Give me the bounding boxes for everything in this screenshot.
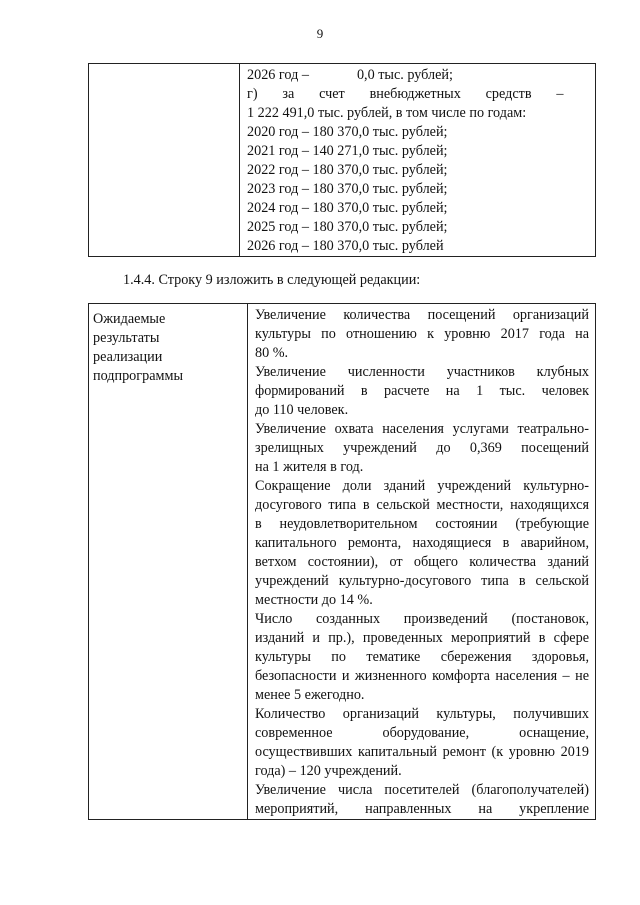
label-line: результаты bbox=[93, 330, 160, 346]
result-line: изданий и пр.), проведенных мероприятий в сфере bbox=[255, 630, 589, 646]
funding-line-year: 2026 год – bbox=[247, 67, 309, 83]
funding-table-left-cell bbox=[89, 64, 240, 257]
funding-line: 2020 год – 180 370,0 тыс. рублей; bbox=[247, 124, 448, 140]
result-line: Увеличение численности участников клубных bbox=[255, 364, 589, 380]
result-line: Количество организаций культуры, получивших bbox=[255, 706, 589, 722]
result-line: местности до 14 %. bbox=[255, 592, 373, 608]
funding-line: 2021 год – 140 271,0 тыс. рублей; bbox=[247, 143, 448, 159]
result-line: ветхом состоянии), от общего количества зданий bbox=[255, 554, 589, 570]
amendment-instruction: 1.4.4. Строку 9 изложить в следующей редакции: bbox=[123, 272, 421, 288]
result-line: до 110 человек. bbox=[255, 402, 349, 418]
funding-line bbox=[247, 66, 589, 85]
result-line: формирований в расчете на 1 тыс. человек bbox=[255, 383, 589, 399]
result-line: современное оборудование, оснащение, bbox=[255, 725, 589, 741]
result-line: капитального ремонта, находящиеся в аварийном, bbox=[255, 535, 589, 551]
result-line: года) – 120 учреждений. bbox=[255, 763, 402, 779]
result-line: учреждений культурно-досугового типа в сельской bbox=[255, 573, 589, 589]
result-line: осуществивших капитальный ремонт (к уровню 2019 bbox=[255, 744, 589, 760]
funding-line-amount: 0,0 тыс. рублей; bbox=[356, 67, 453, 83]
result-line: Сокращение доли зданий учреждений культурно- bbox=[255, 478, 589, 494]
funding-table-continuation bbox=[88, 63, 596, 257]
expected-results-label-cell bbox=[89, 304, 248, 820]
funding-line: 2023 год – 180 370,0 тыс. рублей; bbox=[247, 181, 448, 197]
funding-line: 2026 год – 180 370,0 тыс. рублей bbox=[247, 238, 444, 254]
result-line: менее 5 ежегодно. bbox=[255, 687, 365, 703]
page-number: 9 bbox=[316, 26, 324, 41]
result-line: культуры по отношению к уровню 2017 года на bbox=[255, 326, 589, 342]
funding-line: 2025 год – 180 370,0 тыс. рублей; bbox=[247, 219, 448, 235]
label-line: реализации bbox=[93, 349, 163, 365]
result-line: зрелищных учреждений до 0,369 посещений bbox=[255, 440, 589, 456]
expected-results-table bbox=[88, 303, 596, 820]
label-line: подпрограммы bbox=[93, 368, 183, 384]
result-line: на 1 жителя в год. bbox=[255, 459, 364, 475]
result-line: Увеличение числа посетителей (благополучателей) bbox=[255, 782, 589, 798]
result-line: досугового типа в сельской местности, находящихся bbox=[255, 497, 589, 513]
result-line: Увеличение количества посещений организаций bbox=[255, 307, 589, 323]
expected-results-text-cell bbox=[248, 304, 596, 820]
funding-table-right-cell bbox=[240, 64, 596, 257]
result-line: безопасности и жизненного комфорта населения – не bbox=[255, 668, 589, 684]
result-line: 80 %. bbox=[255, 345, 289, 361]
result-line: Число созданных произведений (постановок, bbox=[255, 611, 589, 627]
result-line: в неудовлетворительном состоянии (требующие bbox=[255, 516, 589, 532]
funding-line: г) за счет внебюджетных средств – bbox=[247, 86, 564, 102]
result-line: культуры по тематике сбережения здоровья, bbox=[255, 649, 589, 665]
result-line: Увеличение охвата населения услугами театрально- bbox=[255, 421, 589, 437]
label-line: Ожидаемые bbox=[93, 311, 166, 327]
funding-line: 1 222 491,0 тыс. рублей, в том числе по годам: bbox=[247, 105, 527, 121]
funding-line: 2022 год – 180 370,0 тыс. рублей; bbox=[247, 162, 448, 178]
result-line: мероприятий, направленных на укрепление bbox=[255, 801, 589, 817]
funding-line: 2024 год – 180 370,0 тыс. рублей; bbox=[247, 200, 448, 216]
